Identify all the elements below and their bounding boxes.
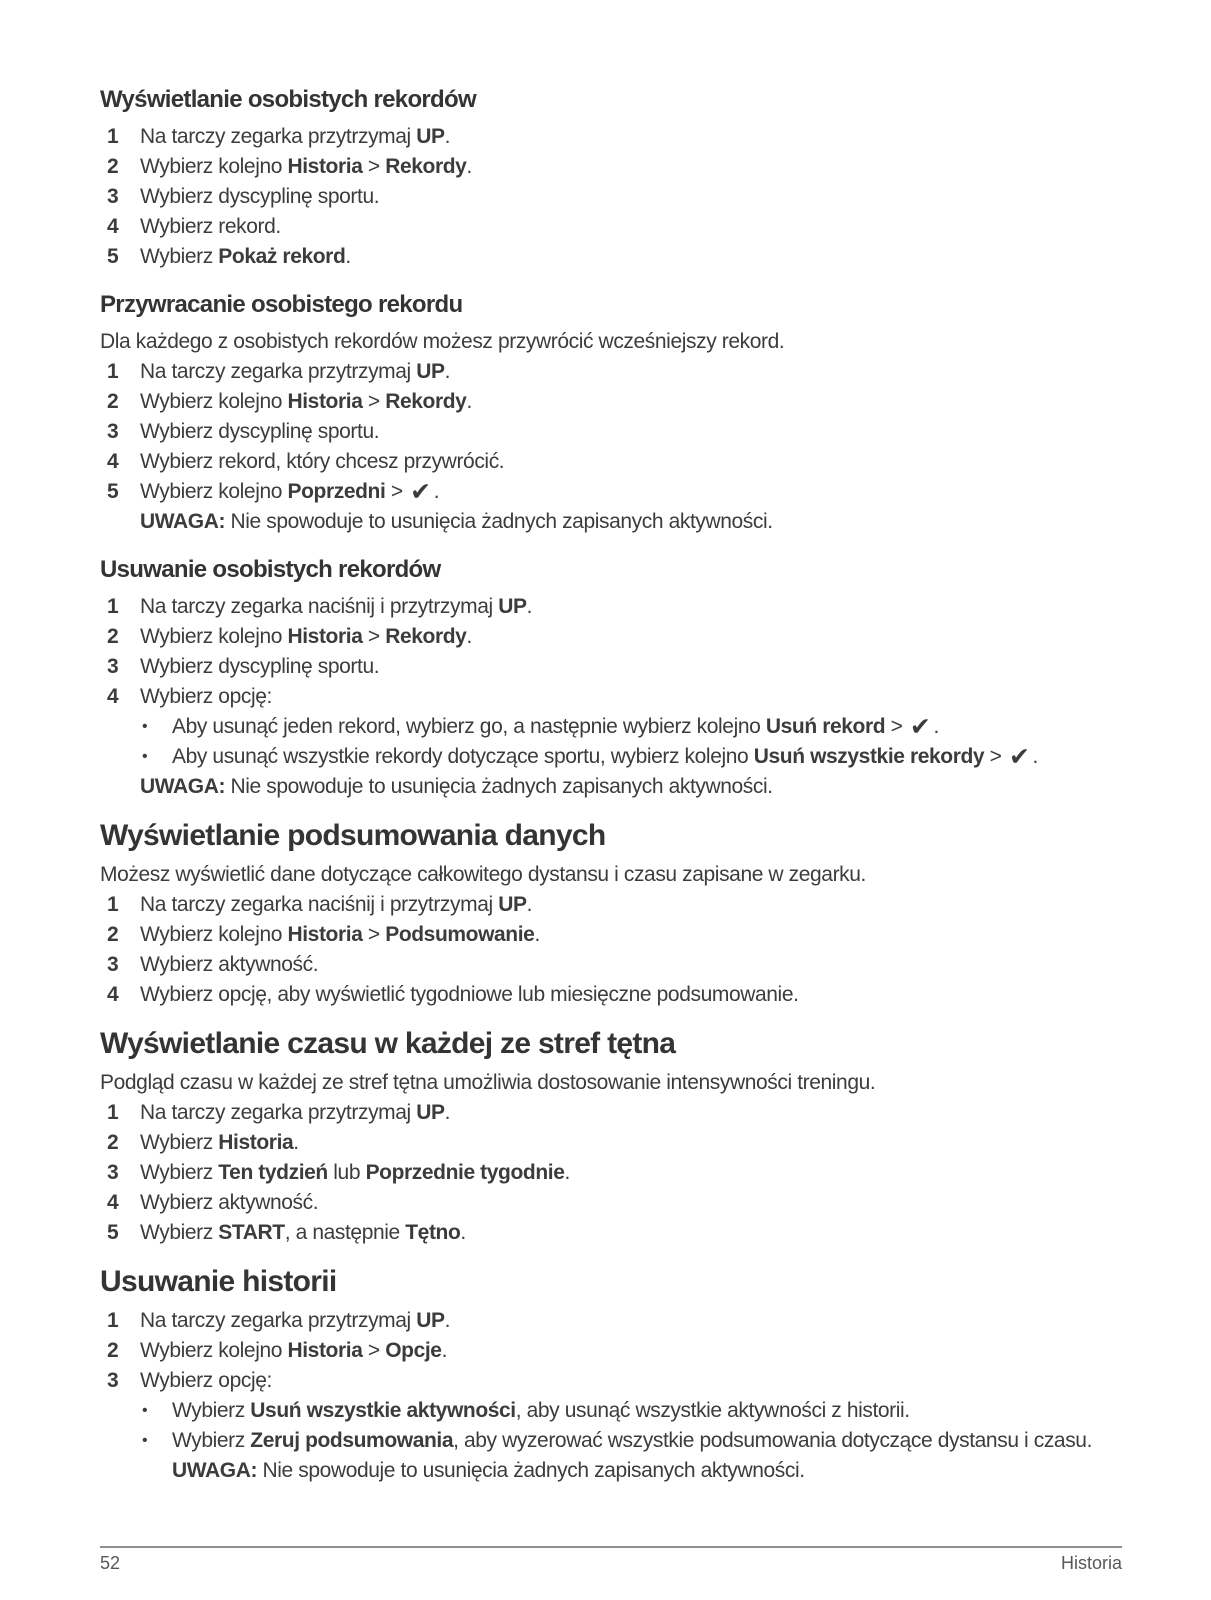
step-item xyxy=(100,212,1122,242)
section xyxy=(100,85,1122,272)
text-segment: > xyxy=(984,745,1007,768)
step-number: 3 xyxy=(107,185,119,208)
step-number: 4 xyxy=(107,1191,119,1214)
text-segment: Wybierz aktywność. xyxy=(140,953,319,976)
text-segment: . xyxy=(460,1221,466,1244)
text-segment: , a następnie xyxy=(284,1221,406,1244)
bold-text: UP xyxy=(416,360,445,383)
step-number: 2 xyxy=(107,390,119,413)
bold-text: Historia xyxy=(287,1339,363,1362)
step-text xyxy=(140,417,1122,447)
step-number: 2 xyxy=(107,1339,119,1362)
step-text xyxy=(140,1366,1122,1396)
section xyxy=(100,818,1122,1010)
step-item xyxy=(100,1306,1122,1336)
step-item xyxy=(100,122,1122,152)
step-item xyxy=(100,242,1122,272)
text-segment: > xyxy=(885,715,908,738)
text-segment: lub xyxy=(327,1161,366,1184)
text-segment: Wybierz xyxy=(140,1221,219,1244)
text-segment: Wybierz xyxy=(172,1399,251,1422)
page-content xyxy=(100,85,1122,1486)
step-number: 4 xyxy=(107,983,119,1006)
section-title: Wyświetlanie czasu w każdej ze stref tętna xyxy=(100,1027,676,1060)
bold-text: UP xyxy=(416,125,445,148)
step-item xyxy=(100,447,1122,477)
note-text xyxy=(140,507,1122,537)
step-number: 4 xyxy=(107,215,119,238)
bullet-icon: • xyxy=(142,1432,148,1449)
bold-text: UP xyxy=(416,1101,445,1124)
step-text xyxy=(140,152,1122,182)
text-segment: Nie spowoduje to usunięcia żadnych zapisanych aktywności. xyxy=(225,510,773,533)
step-item xyxy=(100,890,1122,920)
text-segment: Wybierz opcję: xyxy=(140,685,272,708)
step-number: 2 xyxy=(107,923,119,946)
step-item xyxy=(100,1098,1122,1128)
text-segment: Wybierz dyscyplinę sportu. xyxy=(140,185,380,208)
bullet-text xyxy=(172,1426,1122,1456)
bold-text: Rekordy xyxy=(385,155,467,178)
text-segment: . xyxy=(564,1161,570,1184)
step-text xyxy=(140,212,1122,242)
step-item xyxy=(100,950,1122,980)
step-number: 3 xyxy=(107,1369,119,1392)
step-number: 4 xyxy=(107,450,119,473)
text-segment: Wybierz dyscyplinę sportu. xyxy=(140,420,380,443)
text-segment: , aby usunąć wszystkie aktywności z historii. xyxy=(515,1399,910,1422)
bold-text: Pokaż rekord xyxy=(218,245,346,268)
text-segment: Wybierz xyxy=(140,1131,219,1154)
text-segment: Na tarczy zegarka naciśnij i przytrzymaj xyxy=(140,893,499,916)
step-number: 3 xyxy=(107,655,119,678)
bold-text: UP xyxy=(498,595,527,618)
bullet-icon: • xyxy=(142,1402,148,1419)
bullet-text xyxy=(172,712,1122,742)
text-segment: . xyxy=(466,155,472,178)
step-number: 1 xyxy=(107,893,119,916)
bold-text: START xyxy=(218,1221,285,1244)
step-text xyxy=(140,980,1122,1010)
step-text xyxy=(140,920,1122,950)
step-number: 2 xyxy=(107,625,119,648)
text-segment: . xyxy=(526,893,533,916)
step-number: 4 xyxy=(107,685,119,708)
check-icon: ✔ xyxy=(410,477,431,506)
text-segment: . xyxy=(526,595,533,618)
step-number: 3 xyxy=(107,1161,119,1184)
step-item xyxy=(100,1188,1122,1218)
bullet-icon: • xyxy=(142,748,148,765)
text-segment: . xyxy=(444,1101,451,1124)
step-text xyxy=(140,682,1122,712)
step-number: 3 xyxy=(107,953,119,976)
text-segment: Nie spowoduje to usunięcia żadnych zapisanych aktywności. xyxy=(225,775,773,798)
text-segment: . xyxy=(444,1309,451,1332)
section-title: Usuwanie historii xyxy=(100,1265,337,1298)
step-item xyxy=(100,980,1122,1010)
text-segment: . xyxy=(293,1131,299,1154)
step-text xyxy=(140,1158,1122,1188)
text-segment: . xyxy=(534,923,540,946)
step-item xyxy=(100,387,1122,417)
bold-text: UP xyxy=(416,1309,445,1332)
bold-text: Usuń rekord xyxy=(765,715,886,738)
bold-text: Historia xyxy=(287,155,363,178)
step-text xyxy=(140,1306,1122,1336)
text-segment: . xyxy=(466,390,472,413)
bold-text: Opcje xyxy=(385,1339,442,1362)
step-number: 1 xyxy=(107,595,119,618)
text-segment: Wybierz kolejno xyxy=(140,480,288,503)
step-item xyxy=(100,652,1122,682)
text-segment: Na tarczy zegarka naciśnij i przytrzymaj xyxy=(140,595,499,618)
bold-text: Tętno xyxy=(405,1221,461,1244)
bullet-text xyxy=(172,742,1122,772)
text-segment: . xyxy=(433,480,440,503)
step-item xyxy=(100,417,1122,447)
text-segment: . xyxy=(466,625,472,648)
bullet-item xyxy=(140,712,1122,742)
text-segment: Wybierz kolejno xyxy=(140,923,288,946)
step-item xyxy=(100,477,1122,507)
section xyxy=(100,290,1122,537)
section xyxy=(100,1026,1122,1248)
bold-text: Poprzednie tygodnie xyxy=(365,1161,565,1184)
text-segment: > xyxy=(362,155,386,178)
step-number: 1 xyxy=(107,1101,119,1124)
bullet-item xyxy=(140,742,1122,772)
step-text xyxy=(140,1336,1122,1366)
step-item xyxy=(100,357,1122,387)
intro-text: Dla każdego z osobistych rekordów możesz przywrócić wcześniejszy rekord. xyxy=(100,330,785,353)
step-item xyxy=(100,152,1122,182)
step-text xyxy=(140,182,1122,212)
text-segment: Na tarczy zegarka przytrzymaj xyxy=(140,360,417,383)
text-segment: Na tarczy zegarka przytrzymaj xyxy=(140,1101,417,1124)
text-segment: , aby wyzerować wszystkie podsumowania dotyczące dystansu i czasu. xyxy=(453,1429,1093,1452)
step-text xyxy=(140,122,1122,152)
bold-text: UWAGA: xyxy=(172,1459,258,1482)
bold-text: Podsumowanie xyxy=(385,923,535,946)
text-segment: . xyxy=(1032,745,1038,768)
bullet-icon: • xyxy=(142,718,148,735)
step-text xyxy=(140,1188,1122,1218)
step-item xyxy=(100,1128,1122,1158)
step-text xyxy=(140,387,1122,417)
check-icon: ✔ xyxy=(1008,742,1030,771)
step-text xyxy=(140,652,1122,682)
note-text xyxy=(172,1456,1122,1486)
page-number: 52 xyxy=(100,1553,121,1573)
step-number: 1 xyxy=(107,125,119,148)
step-number: 5 xyxy=(107,245,119,268)
text-segment: . xyxy=(444,125,451,148)
text-segment: Wybierz xyxy=(140,1161,219,1184)
text-segment: Na tarczy zegarka przytrzymaj xyxy=(140,125,417,148)
section-title: Przywracanie osobistego rekordu xyxy=(100,291,463,318)
text-segment: Wybierz kolejno xyxy=(140,390,288,413)
bold-text: Rekordy xyxy=(385,390,467,413)
footer-chapter: Historia xyxy=(1060,1553,1122,1573)
text-segment: > xyxy=(362,923,386,946)
bold-text: Usuń wszystkie rekordy xyxy=(753,745,985,768)
bold-text: Ten tydzień xyxy=(218,1161,328,1184)
check-icon: ✔ xyxy=(909,712,931,741)
text-segment: Aby usunąć jeden rekord, wybierz go, a następnie wybierz kolejno xyxy=(172,715,766,738)
bold-text: Usuń wszystkie aktywności xyxy=(250,1399,516,1422)
intro-text: Możesz wyświetlić dane dotyczące całkowitego dystansu i czasu zapisane w zegarku. xyxy=(100,863,866,886)
bold-text: Historia xyxy=(287,923,363,946)
section xyxy=(100,555,1122,802)
text-segment: > xyxy=(362,1339,386,1362)
bold-text: Historia xyxy=(287,390,363,413)
text-segment: Wybierz kolejno xyxy=(140,155,288,178)
step-item xyxy=(100,182,1122,212)
text-segment: . xyxy=(444,360,451,383)
step-number: 2 xyxy=(107,1131,119,1154)
bullet-item xyxy=(140,1426,1122,1456)
bold-text: UWAGA: xyxy=(140,510,226,533)
bold-text: Poprzedni xyxy=(287,480,386,503)
text-segment: . xyxy=(441,1339,448,1362)
text-segment: Wybierz opcję, aby wyświetlić tygodniowe lub miesięczne podsumowanie. xyxy=(140,983,799,1006)
page-footer xyxy=(100,1546,1122,1574)
step-number: 2 xyxy=(107,155,119,178)
step-text xyxy=(140,890,1122,920)
text-segment: Wybierz rekord, który chcesz przywrócić. xyxy=(140,450,505,473)
bullet-item xyxy=(140,1396,1122,1426)
step-item xyxy=(100,682,1122,712)
section xyxy=(100,1264,1122,1486)
text-segment: Wybierz rekord. xyxy=(140,215,281,238)
note-text xyxy=(140,772,1122,802)
text-segment: Wybierz dyscyplinę sportu. xyxy=(140,655,380,678)
text-segment: Wybierz xyxy=(140,245,219,268)
step-item xyxy=(100,1336,1122,1366)
step-text xyxy=(140,950,1122,980)
step-number: 5 xyxy=(107,480,119,503)
text-segment: Na tarczy zegarka przytrzymaj xyxy=(140,1309,417,1332)
text-segment: > xyxy=(385,480,409,503)
step-text xyxy=(140,1128,1122,1158)
step-text xyxy=(140,622,1122,652)
text-segment: > xyxy=(362,390,386,413)
section-title: Usuwanie osobistych rekordów xyxy=(100,556,441,583)
step-item xyxy=(100,1218,1122,1248)
step-item xyxy=(100,920,1122,950)
bold-text: Rekordy xyxy=(385,625,467,648)
step-number: 1 xyxy=(107,360,119,383)
text-segment: Aby usunąć wszystkie rekordy dotyczące sportu, wybierz kolejno xyxy=(172,745,754,768)
step-number: 1 xyxy=(107,1309,119,1332)
step-text xyxy=(140,1098,1122,1128)
step-item xyxy=(100,622,1122,652)
text-segment: . xyxy=(345,245,351,268)
text-segment: Wybierz kolejno xyxy=(140,1339,288,1362)
intro-text: Podgląd czasu w każdej ze stref tętna umożliwia dostosowanie intensywności treningu. xyxy=(100,1071,876,1094)
section-title: Wyświetlanie podsumowania danych xyxy=(100,819,606,852)
bold-text: Zeruj podsumowania xyxy=(250,1429,454,1452)
text-segment: Wybierz opcję: xyxy=(140,1369,272,1392)
step-text xyxy=(140,357,1122,387)
step-item xyxy=(100,1158,1122,1188)
text-segment: Wybierz kolejno xyxy=(140,625,288,648)
step-text xyxy=(140,242,1122,272)
section-title: Wyświetlanie osobistych rekordów xyxy=(100,86,476,113)
text-segment: > xyxy=(362,625,386,648)
text-segment: Wybierz aktywność. xyxy=(140,1191,319,1214)
step-text xyxy=(140,447,1122,477)
bold-text: UWAGA: xyxy=(140,775,226,798)
step-number: 5 xyxy=(107,1221,119,1244)
bold-text: UP xyxy=(498,893,527,916)
step-text xyxy=(140,477,1122,507)
step-item xyxy=(100,1366,1122,1396)
bullet-text xyxy=(172,1396,1122,1426)
text-segment: Wybierz xyxy=(172,1429,251,1452)
step-text xyxy=(140,592,1122,622)
step-item xyxy=(100,592,1122,622)
step-text xyxy=(140,1218,1122,1248)
step-number: 3 xyxy=(107,420,119,443)
text-segment: Nie spowoduje to usunięcia żadnych zapisanych aktywności. xyxy=(257,1459,805,1482)
bold-text: Historia xyxy=(287,625,363,648)
bold-text: Historia xyxy=(218,1131,294,1154)
text-segment: . xyxy=(933,715,939,738)
